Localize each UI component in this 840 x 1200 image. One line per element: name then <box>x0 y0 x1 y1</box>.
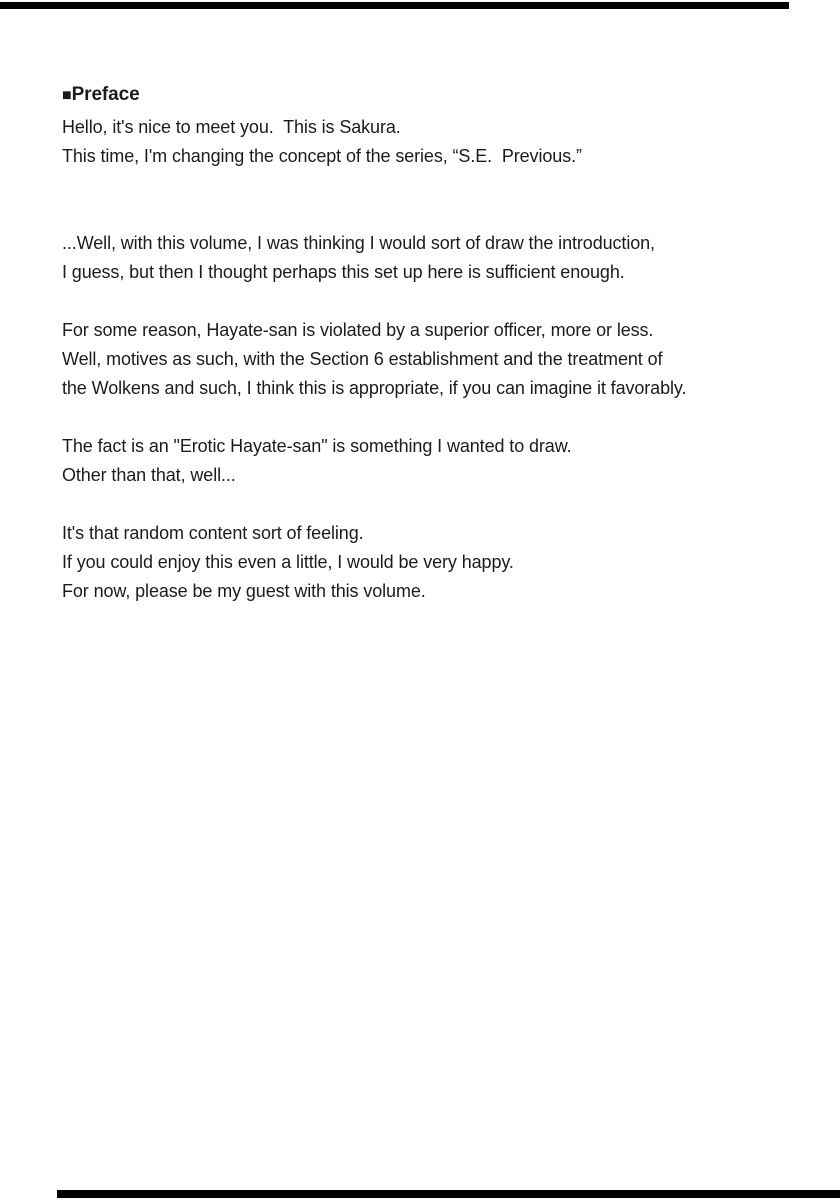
paragraph <box>62 229 822 287</box>
text-line: For some reason, Hayate-san is violated by a superior officer, more or less. <box>62 320 654 340</box>
scan-edge-artifact-bottom <box>57 1190 840 1198</box>
square-marker-icon: ■ <box>62 87 72 104</box>
text-line: It's that random content sort of feeling. <box>62 523 364 543</box>
text-line: ...Well, with this volume, I was thinking I would sort of draw the introduction, <box>62 233 655 253</box>
text-line: Other than that, well... <box>62 465 236 485</box>
preface-page <box>62 80 822 606</box>
paragraph <box>62 519 822 606</box>
text-line: For now, please be my guest with this volume. <box>62 581 426 601</box>
text-line: the Wolkens and such, I think this is appropriate, if you can imagine it favorably. <box>62 378 687 398</box>
text-line: This time, I'm changing the concept of the series, “S.E. Previous.” <box>62 146 582 166</box>
text-line: If you could enjoy this even a little, I would be very happy. <box>62 552 514 572</box>
preface-paragraphs <box>62 113 822 606</box>
paragraph <box>62 316 822 403</box>
preface-heading <box>62 80 822 110</box>
paragraph <box>62 432 822 490</box>
scan-edge-artifact-top <box>0 2 789 9</box>
text-line: Well, motives as such, with the Section 6 establishment and the treatment of <box>62 349 663 369</box>
text-line: I guess, but then I thought perhaps this set up here is sufficient enough. <box>62 262 625 282</box>
paragraph <box>62 113 822 171</box>
text-line: Hello, it's nice to meet you. This is Sakura. <box>62 117 401 137</box>
preface-heading-label: Preface <box>71 84 140 105</box>
text-line: The fact is an "Erotic Hayate-san" is something I wanted to draw. <box>62 436 572 456</box>
